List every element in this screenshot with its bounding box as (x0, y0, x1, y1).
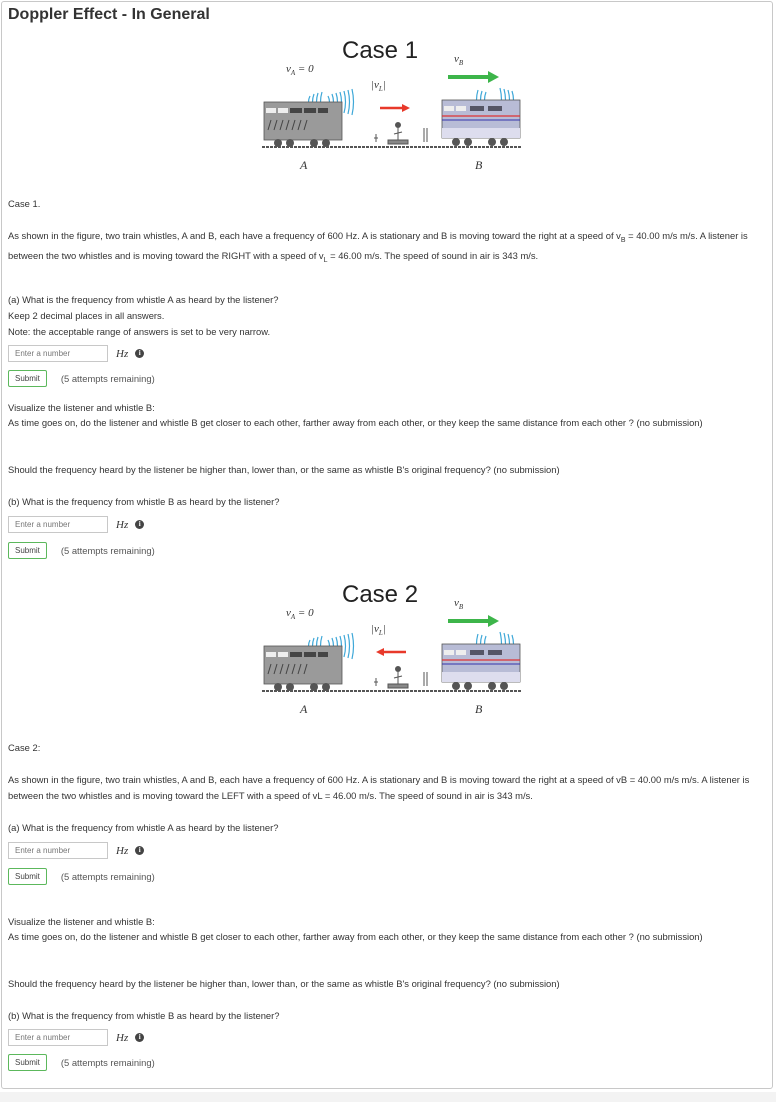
case2-question-a: (a) What is the frequency from whistle A as heard by the listener? (8, 822, 279, 833)
case1-b-answer-row (8, 516, 144, 533)
train-a-label: A (300, 158, 308, 172)
unit-label: Hz (116, 347, 129, 360)
train-a (264, 102, 342, 147)
case2-figure-title: Case 2 (342, 581, 419, 608)
attempts-remaining: (5 attempts remaining) (60, 545, 155, 556)
case1-range-note: Note: the acceptable range of answers is set to be very narrow. (8, 326, 271, 337)
case1-frequency-question: Should the frequency heard by the listener be higher than, lower than, or the same as whistle B's original frequency? (no submission) (8, 464, 560, 475)
info-icon[interactable]: i (135, 520, 144, 529)
attempts-remaining: (5 attempts remaining) (60, 871, 155, 882)
case2-b-answer-row (8, 1029, 144, 1046)
case2-frequency-question: Should the frequency heard by the listener be higher than, lower than, or the same as whistle B's original frequency? (no submission) (8, 978, 560, 989)
case1-b-submit-button[interactable]: Submit (8, 542, 47, 559)
train-b (442, 644, 520, 690)
listener-arrow-right (380, 104, 410, 112)
vb-label: $v_B$ (454, 53, 464, 67)
train-b-label: B (475, 158, 483, 172)
case2-a-submit-row (8, 868, 155, 885)
case2-a-submit-button[interactable]: Submit (8, 868, 47, 885)
case2-visualize-question: As time goes on, do the listener and whistle B get closer to each other, farther away from each other, or they keep the same distance from each other ? (no submission) (8, 931, 703, 942)
case1-b-answer-input[interactable] (8, 516, 108, 533)
train-a (264, 646, 342, 691)
listener-arrow-left (376, 648, 406, 656)
vb-arrow (448, 615, 499, 627)
info-icon[interactable]: i (135, 1033, 144, 1042)
case1-a-answer-input[interactable] (8, 345, 108, 362)
case1-visualize-heading: Visualize the listener and whistle B: (8, 402, 155, 413)
train-b-label: B (475, 702, 483, 716)
page-title: Doppler Effect - In General (8, 6, 210, 23)
case1-a-answer-row (8, 345, 144, 362)
case1-figure-title: Case 1 (342, 37, 419, 64)
case1-figure (258, 30, 523, 180)
case1-decimal-note: Keep 2 decimal places in all answers. (8, 310, 165, 321)
vb-arrow (448, 71, 499, 83)
train-a-label: A (300, 702, 308, 716)
case2-heading: Case 2: (8, 742, 41, 753)
vb-label: $v_B$ (454, 597, 464, 611)
unit-label: Hz (116, 518, 129, 531)
case2-question-b: (b) What is the frequency from whistle B as heard by the listener? (8, 1010, 280, 1021)
case2-visualize-heading: Visualize the listener and whistle B: (8, 916, 155, 927)
case1-b-submit-row (8, 542, 155, 559)
info-icon[interactable]: i (135, 846, 144, 855)
case2-b-submit-row (8, 1054, 155, 1071)
case2-figure (258, 574, 523, 724)
case2-a-answer-input[interactable] (8, 842, 108, 859)
info-icon[interactable]: i (135, 349, 144, 358)
case1-a-submit-button[interactable]: Submit (8, 370, 47, 387)
case1-question-b: (b) What is the frequency from whistle B as heard by the listener? (8, 496, 280, 507)
unit-label: Hz (116, 1031, 129, 1044)
va-label: $v_A = 0$ (286, 63, 314, 77)
case1-heading: Case 1. (8, 198, 41, 209)
unit-label: Hz (116, 844, 129, 857)
train-b (442, 100, 520, 146)
case1-visualize-question: As time goes on, do the listener and whistle B get closer to each other, farther away from each other, or they keep the same distance from each other ? (no submission) (8, 417, 703, 428)
listener (374, 123, 427, 145)
case2-b-answer-input[interactable] (8, 1029, 108, 1046)
case1-a-submit-row (8, 370, 155, 387)
attempts-remaining: (5 attempts remaining) (60, 1057, 155, 1068)
case2-b-submit-button[interactable]: Submit (8, 1054, 47, 1071)
case1-description: As shown in the figure, two train whistles, A and B, each have a frequency of 600 Hz. A is stationary and B is moving toward the right at a speed of $v_B = 40.00$ m/s m/s. A listener is between the two whistles and is moving toward the RIGHT with a speed of $v_L = 46.00$ m/s. The speed of sound in air is 343 m/s. (8, 230, 748, 265)
listener (374, 667, 427, 689)
attempts-remaining: (5 attempts remaining) (60, 373, 155, 384)
vl-label: $|v_L|$ (371, 623, 386, 637)
case2-description: As shown in the figure, two train whistles, A and B, each have a frequency of 600 Hz. A is stationary and B is moving toward the right at a speed of vB = 40.00 m/s m/s. A listener is between the two whistles and is moving toward the LEFT with a speed of vL = 46.00 m/s. The speed of sound in air is 343 m/s. (8, 774, 750, 801)
page-footer-strip (0, 1092, 776, 1102)
vl-label: $|v_L|$ (371, 79, 386, 93)
va-label: $v_A = 0$ (286, 607, 314, 621)
case2-a-answer-row (8, 842, 144, 859)
case1-question-a: (a) What is the frequency from whistle A as heard by the listener? (8, 294, 279, 305)
